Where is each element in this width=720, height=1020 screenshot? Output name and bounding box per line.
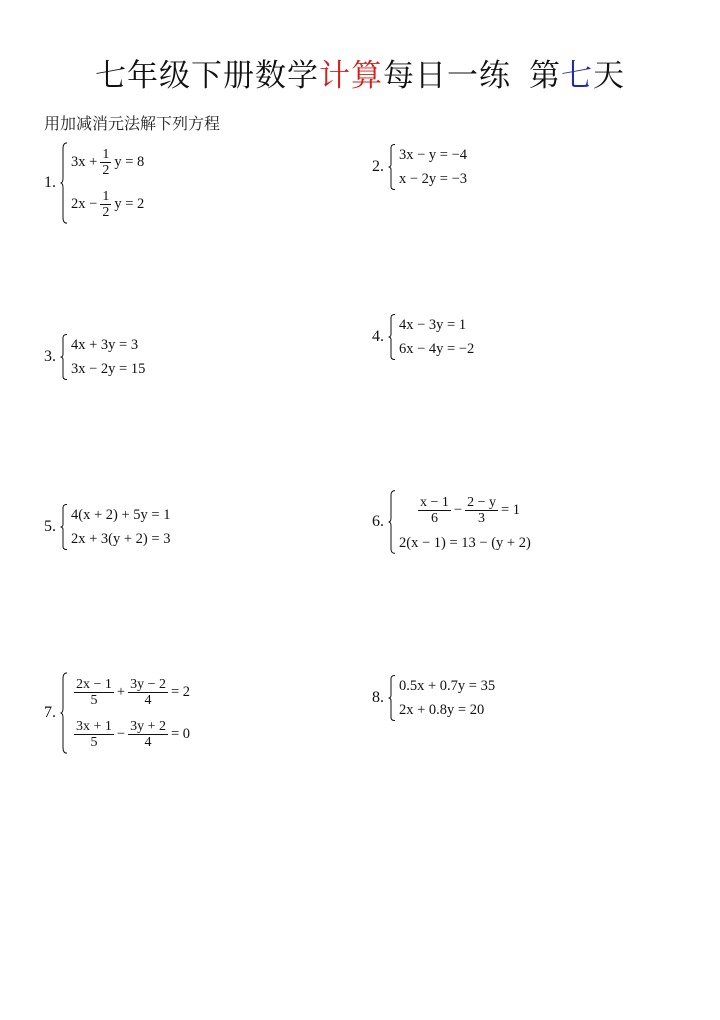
brace-icon (388, 144, 396, 190)
instruction-text: 用加减消元法解下列方程 (44, 114, 221, 133)
equation: 4x − 3y = 1 (399, 316, 467, 333)
brace-icon (60, 142, 68, 224)
fraction: $\frac{2x - 1}{5}$ (76, 676, 112, 708)
brace-icon (388, 675, 396, 721)
equation: $\frac{3x + 1}{5}$ − $\frac{3y + 2}{4}$ = 0 (76, 718, 191, 750)
fraction: $\frac{3y + 2}{4}$ (130, 718, 166, 750)
problem-number: 4. (372, 328, 384, 345)
title-highlight-red: 计算 (319, 58, 383, 94)
problem-number: 3. (44, 348, 56, 365)
problem-1 (44, 142, 144, 224)
equation: 2x + 3(y + 2) = 3 (71, 530, 171, 547)
brace-icon (60, 672, 68, 754)
equation: 0.5x + 0.7y = 35 (399, 677, 496, 694)
equation: 3x − y = −4 (399, 146, 468, 163)
title-day-suffix: 天 (593, 58, 625, 94)
page-title (0, 50, 720, 95)
problem-number: 6. (372, 513, 384, 530)
equation: 3x − 2y = 15 (71, 360, 146, 377)
problem-2 (372, 144, 467, 190)
problem-6 (372, 490, 531, 554)
equation: $\frac{2x - 1}{5}$ + $\frac{3y - 2}{4}$ = 2 (76, 676, 191, 708)
title-day-number: 七 (561, 58, 593, 94)
fraction: $\frac{3x + 1}{5}$ (76, 718, 112, 750)
problem-number: 8. (372, 689, 384, 706)
equation: $\frac{x - 1}{6}$ − $\frac{2 - y}{3}$ = 1 (420, 494, 521, 526)
problem-8 (372, 675, 495, 721)
equation: 2(x − 1) = 13 − (y + 2) (399, 534, 531, 551)
problem-7 (44, 672, 190, 754)
problem-3 (44, 334, 145, 380)
equation: 4(x + 2) + 5y = 1 (71, 506, 171, 523)
title-text: 七年级下册数学 (95, 58, 319, 94)
problem-4 (372, 314, 474, 360)
fraction: $\frac{1}{2}$ (102, 188, 110, 220)
fraction: $\frac{1}{2}$ (102, 146, 110, 178)
problem-number: 5. (44, 518, 56, 535)
brace-icon (60, 334, 68, 380)
title-text-2: 每日一练 (383, 58, 511, 94)
equation: 4x + 3y = 3 (71, 336, 139, 353)
fraction: $\frac{2 - y}{3}$ (467, 494, 496, 526)
brace-icon (60, 504, 68, 550)
brace-icon (388, 490, 396, 554)
fraction: $\frac{3y - 2}{4}$ (130, 676, 166, 708)
problem-number: 2. (372, 158, 384, 175)
equation: 6x − 4y = −2 (399, 340, 475, 357)
problem-5 (44, 504, 170, 550)
equation: x − 2y = −3 (399, 170, 468, 187)
equation: 3x + $\frac{1}{2}$ y = 8 (71, 146, 145, 178)
equation: 2x − $\frac{1}{2}$ y = 2 (71, 188, 145, 220)
equation: 2x + 0.8y = 20 (399, 701, 485, 718)
problem-number: 1. (44, 174, 56, 191)
problem-number: 7. (44, 704, 56, 721)
brace-icon (388, 314, 396, 360)
title-day-prefix: 第 (529, 58, 561, 94)
fraction: $\frac{x - 1}{6}$ (420, 494, 449, 526)
